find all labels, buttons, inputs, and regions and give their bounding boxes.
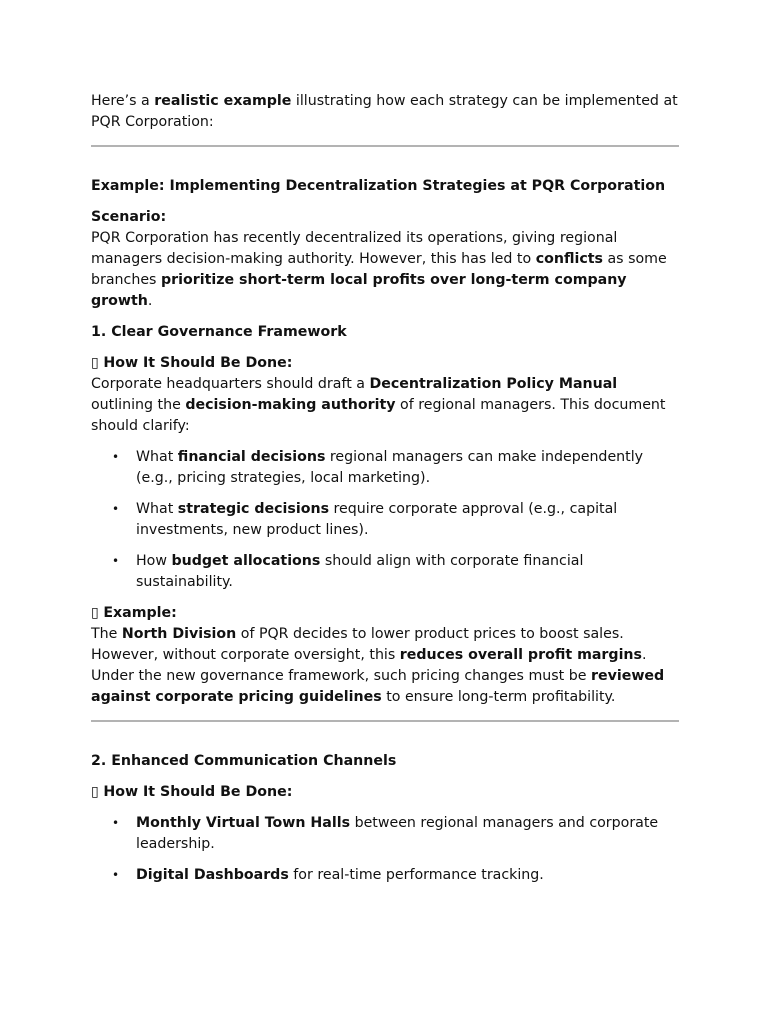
divider-1 (91, 145, 679, 147)
section1-heading (91, 322, 679, 343)
example-text-3: . Under the new governance framework, such pricing changes must be (91, 647, 647, 684)
section1-body-text-2: outlining the (91, 397, 186, 413)
section1-example-paragraph (91, 624, 679, 708)
section1-body-text-1: Corporate headquarters should draft a (91, 376, 370, 392)
section1-body-bold-2: decision-making authority (185, 397, 396, 413)
bullet-bold: Digital Dashboards (136, 867, 289, 883)
section1-example-block (91, 603, 679, 708)
bullet-icon: • (112, 450, 120, 464)
section1-heading-text: 1. Clear Governance Framework (91, 324, 347, 340)
list-item (91, 447, 679, 489)
bullet-text-end: require corporate approval (e.g., capital investments, new product lines). (136, 501, 618, 538)
bullet-bold: Monthly Virtual Town Halls (136, 815, 351, 831)
section1-example-label (91, 603, 679, 624)
section2-bullet-list (91, 813, 679, 886)
intro-text-end: illustrating how each strategy can be implemented at PQR Corporation: (91, 93, 678, 130)
bullet-text-end: between regional managers and corporate leadership. (136, 815, 659, 852)
scenario-text-1: PQR Corporation has recently decentralized its operations, giving regional managers decision-making authority. However, this has led to (91, 230, 618, 267)
example-text-2: of PQR decides to lower product prices to boost sales. However, without corporate oversight, this (91, 626, 624, 663)
section1-example-label-text: Example: (103, 605, 177, 621)
intro-paragraph (91, 91, 679, 133)
bullet-text: What (136, 449, 178, 465)
bullet-icon: • (112, 502, 120, 516)
bullet-bold: budget allocations (171, 553, 321, 569)
bullet-icon: • (112, 868, 120, 882)
bullet-bold: strategic decisions (177, 501, 330, 517)
scenario-bold-2: prioritize short-term local profits over long-term company growth (91, 272, 627, 309)
section1-body (91, 374, 679, 437)
section1-body-text-3: of regional managers. This document should clarify: (91, 397, 666, 434)
scenario-paragraph (91, 228, 679, 312)
divider-2 (91, 720, 679, 722)
intro-text: Here’s a (91, 93, 155, 109)
missing-glyph-icon: ▯ (91, 355, 99, 371)
section1-how-block (91, 353, 679, 437)
section2-how-label (91, 782, 679, 803)
bullet-text-end: should align with corporate financial sustainability. (136, 553, 584, 590)
missing-glyph-icon: ▯ (91, 784, 99, 800)
example-text-1: The (91, 626, 122, 642)
title-text: Example: Implementing Decentralization Strategies at PQR Corporation (91, 178, 666, 194)
bullet-bold: financial decisions (177, 449, 326, 465)
list-item (91, 813, 679, 855)
section1-body-bold-1: Decentralization Policy Manual (369, 376, 618, 392)
section2-how-label-text: How It Should Be Done: (103, 784, 293, 800)
example-bold-3: reviewed against corporate pricing guidelines (91, 668, 665, 705)
document-title (91, 176, 679, 197)
section1-how-label-text: How It Should Be Done: (103, 355, 293, 371)
section2-heading (91, 751, 679, 772)
example-bold-1: North Division (121, 626, 237, 642)
example-text-4: to ensure long-term profitability. (381, 689, 616, 705)
section1-bullet-list (91, 447, 679, 593)
list-item (91, 499, 679, 541)
bullet-text-end: for real-time performance tracking. (288, 867, 544, 883)
section1-how-label (91, 353, 679, 374)
bullet-text: How (136, 553, 172, 569)
bullet-text: What (136, 501, 178, 517)
list-item (91, 551, 679, 593)
list-item (91, 865, 679, 886)
scenario-block (91, 207, 679, 312)
missing-glyph-icon: ▯ (91, 605, 99, 621)
section2-heading-text: 2. Enhanced Communication Channels (91, 753, 397, 769)
bullet-text-end: regional managers can make independently (e.g., pricing strategies, local marketing). (136, 449, 644, 486)
scenario-text-2: as some branches (91, 251, 667, 288)
example-bold-2: reduces overall profit margins (399, 647, 642, 663)
document-content (91, 91, 679, 896)
bullet-icon: • (112, 816, 120, 830)
scenario-text-3: . (147, 293, 153, 309)
scenario-label-text: Scenario: (91, 209, 167, 225)
bullet-icon: • (112, 554, 120, 568)
intro-bold: realistic example (154, 93, 292, 109)
scenario-bold-1: conflicts (535, 251, 603, 267)
scenario-label (91, 207, 679, 228)
